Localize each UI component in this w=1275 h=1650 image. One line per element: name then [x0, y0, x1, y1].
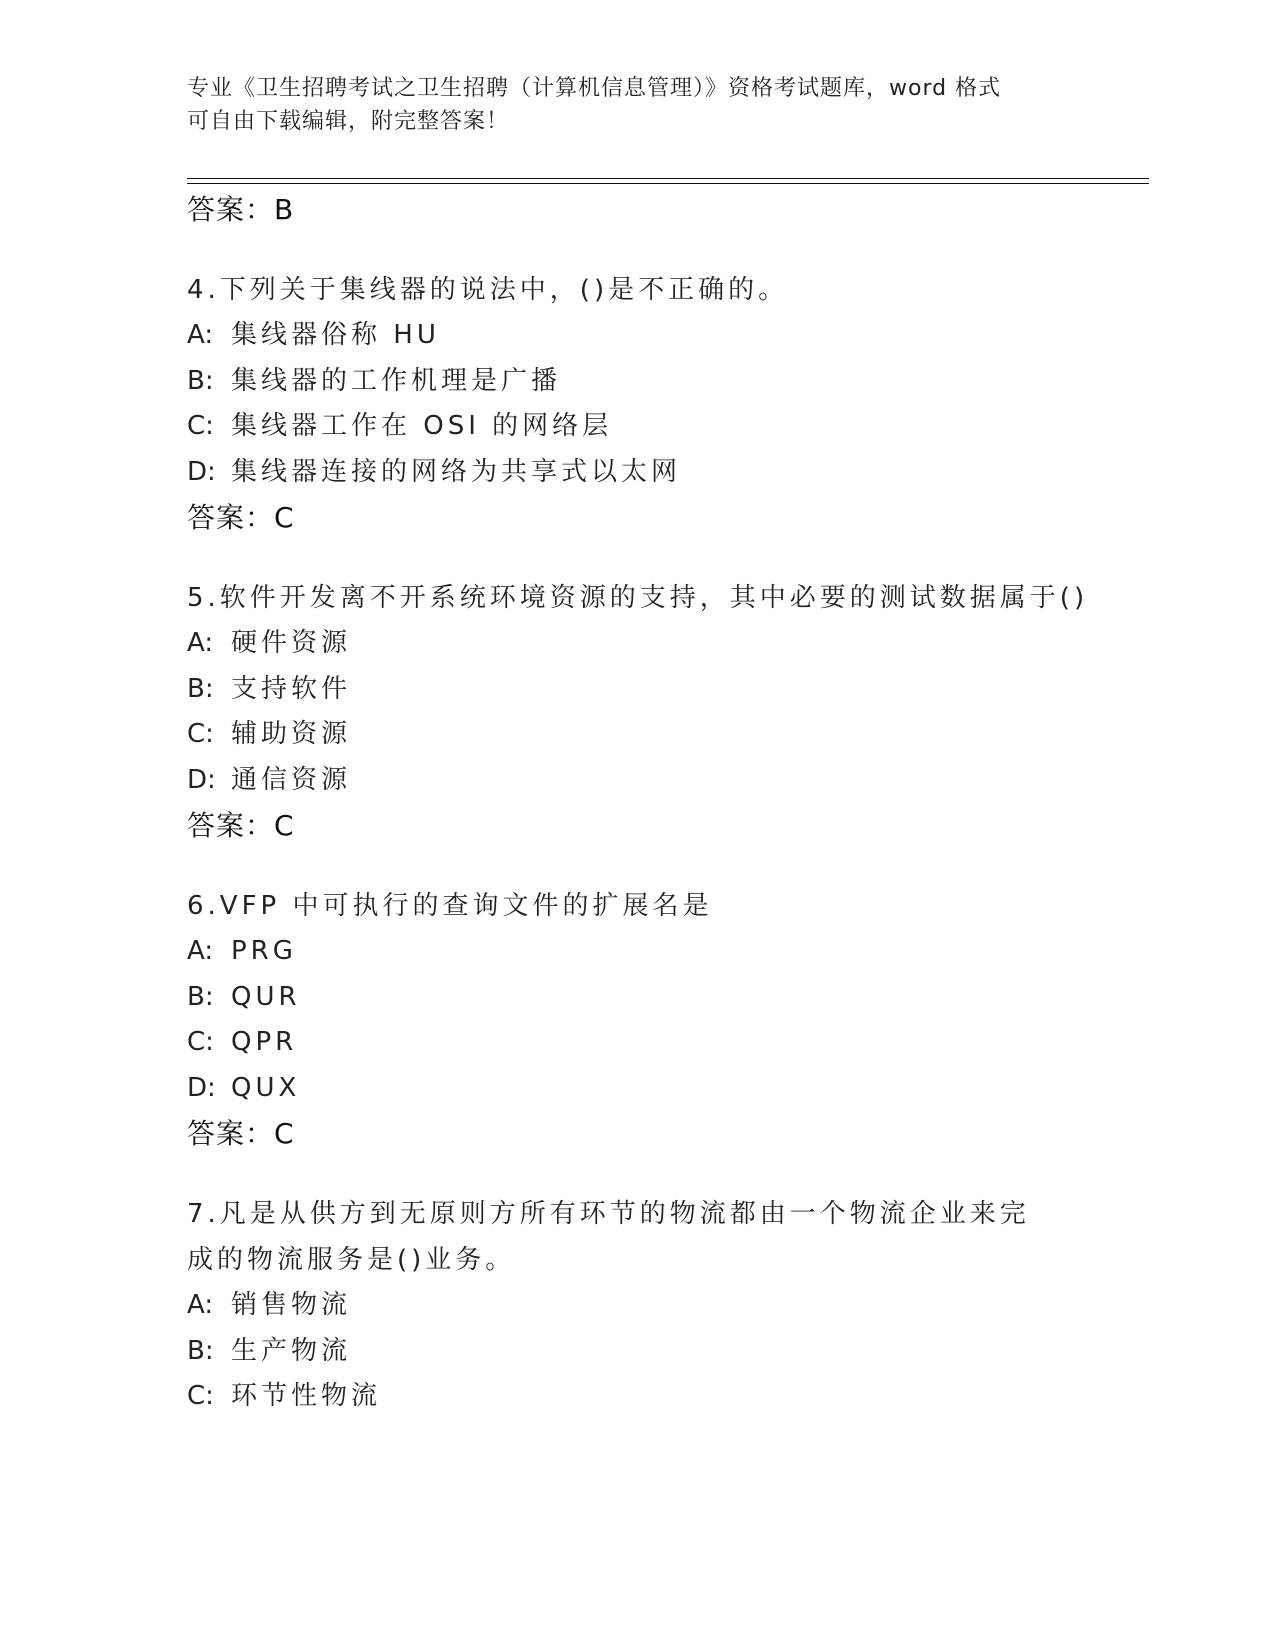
option-text: 硬件资源 — [231, 628, 352, 658]
option-letter: C: — [187, 719, 214, 749]
answer-label: 答案：C — [187, 501, 295, 534]
option-c — [187, 712, 1147, 758]
option-letter: A: — [187, 320, 214, 350]
option-text: 支持软件 — [231, 673, 352, 704]
question-stem: 4.下列关于集线器的说法中，()是不正确的。 — [187, 275, 789, 305]
option-b — [187, 359, 1147, 405]
option-letter: A: — [187, 936, 214, 966]
option-a — [187, 621, 1147, 667]
header-line-1: 专业《卫生招聘考试之卫生招聘（计算机信息管理）》资格考试题库，word 格式 — [187, 76, 1002, 101]
header-rule-bottom — [187, 183, 1149, 184]
option-text: 辅助资源 — [231, 719, 352, 749]
option-text: 环节性物流 — [231, 1381, 382, 1411]
question-item — [187, 1191, 1147, 1420]
question-stem: 6.VFP 中可执行的查询文件的扩展名是 — [187, 891, 713, 921]
option-letter: B: — [187, 673, 214, 704]
option-a — [187, 929, 1147, 975]
answer-label: 答案：C — [187, 809, 295, 842]
option-a — [187, 1283, 1147, 1329]
option-letter: B: — [187, 981, 214, 1012]
option-text: 集线器工作在 OSI 的网络层 — [231, 411, 613, 441]
question-item — [187, 883, 1147, 1157]
option-letter: C: — [187, 1027, 214, 1057]
answer-label: 答案：B — [187, 193, 295, 226]
option-d — [187, 1066, 1147, 1112]
question-stem: 7.凡是从供方到无原则方所有环节的物流都由一个物流企业来完成的物流服务是()业务。 — [187, 1199, 1030, 1275]
option-letter: A: — [187, 1290, 214, 1320]
option-letter: B: — [187, 1335, 214, 1366]
option-c — [187, 404, 1147, 450]
option-text: QUR — [231, 981, 301, 1012]
option-text: 集线器的工作机理是广播 — [231, 365, 562, 396]
option-letter: A: — [187, 628, 214, 658]
option-letter: D: — [187, 764, 216, 795]
header-line-2: 可自由下载编辑，附完整答案！ — [187, 109, 510, 134]
option-letter: C: — [187, 411, 214, 441]
option-letter: C: — [187, 1381, 214, 1411]
option-a — [187, 313, 1147, 359]
header-rule-top — [187, 178, 1149, 179]
option-c — [187, 1374, 1147, 1420]
page-header — [187, 72, 1087, 138]
answer-label: 答案：C — [187, 1117, 295, 1150]
option-b — [187, 975, 1147, 1021]
question-list — [187, 187, 1147, 1420]
option-text: PRG — [231, 936, 297, 966]
option-d — [187, 758, 1147, 804]
option-letter: B: — [187, 365, 214, 396]
option-b — [187, 1329, 1147, 1375]
option-text: QUX — [231, 1072, 301, 1103]
option-c — [187, 1020, 1147, 1066]
option-letter: D: — [187, 1072, 216, 1103]
option-d — [187, 450, 1147, 496]
option-letter: D: — [187, 456, 216, 487]
question-item — [187, 267, 1147, 541]
option-text: 销售物流 — [231, 1290, 352, 1320]
option-text: 集线器连接的网络为共享式以太网 — [231, 456, 682, 487]
option-text: 通信资源 — [231, 764, 352, 795]
option-b — [187, 667, 1147, 713]
question-item — [187, 575, 1147, 849]
option-text: 集线器俗称 HU — [231, 320, 440, 350]
option-text: QPR — [231, 1027, 298, 1057]
option-text: 生产物流 — [231, 1335, 352, 1366]
question-stem: 5.软件开发离不开系统环境资源的支持，其中必要的测试数据属于() — [187, 583, 1089, 613]
